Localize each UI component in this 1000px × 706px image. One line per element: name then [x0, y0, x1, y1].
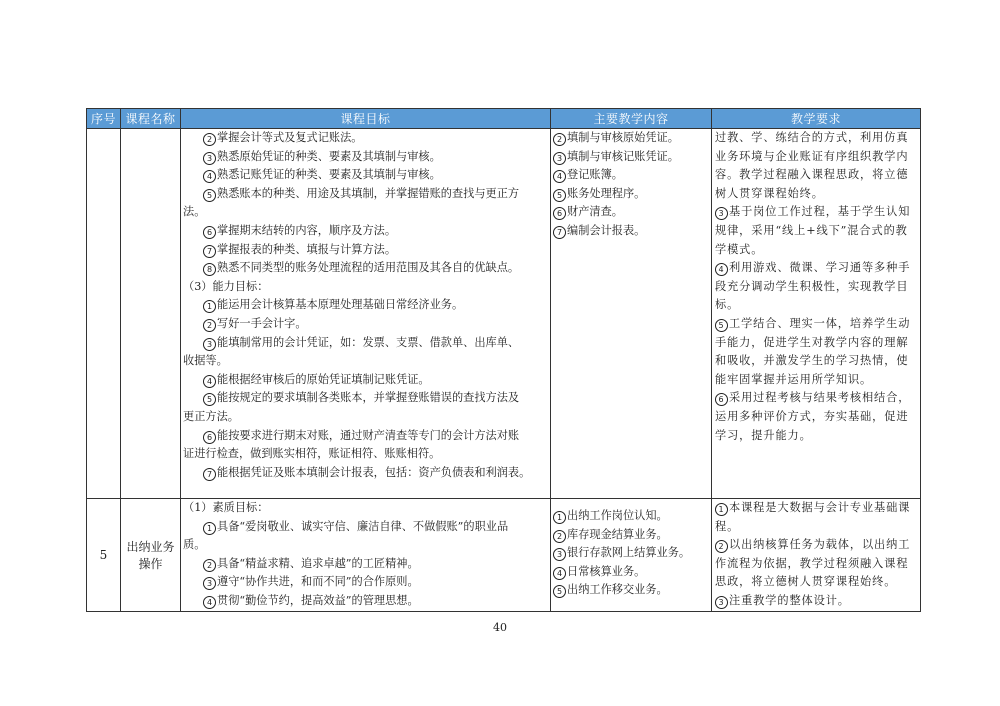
list-item-text: 利用游戏、微课、学习通等多种手: [729, 261, 911, 275]
list-number-marker: 7: [553, 226, 566, 239]
list-number-marker: 5: [553, 585, 566, 598]
section-heading: （1）素质目标：: [183, 501, 269, 514]
list-number-marker: 8: [203, 263, 216, 276]
list-number-marker: 7: [203, 468, 216, 481]
list-number-marker: 3: [553, 548, 566, 561]
list-item-text: 财产清查。: [567, 205, 623, 219]
list-item-text: 出纳工作岗位认知。: [567, 509, 668, 522]
list-number-marker: 5: [553, 189, 566, 202]
text-line: [712, 499, 920, 518]
content-list: [551, 507, 711, 600]
list-item-text: 具备“精益求精、追求卓越”的工匠精神。: [217, 556, 419, 570]
list-number-marker: 4: [203, 170, 216, 183]
text-line: [181, 427, 550, 446]
continuation-line: 思政，将立德树人贯穿课程始终。: [715, 575, 897, 589]
list-item-text: 能运用会计核算基本原理处理基础日常经济业务。: [217, 298, 464, 312]
list-item-text: 注重教学的整体设计。: [729, 593, 850, 607]
text-line: [181, 148, 550, 167]
continuation-line: 证进行检查，做到账实相符，账证相符、账账相符。: [183, 447, 441, 461]
list-item-text: 本课程是大数据与会计专业基础课: [729, 501, 911, 514]
page-number: 40: [493, 621, 507, 634]
text-line: [181, 464, 550, 483]
goals-list: [181, 129, 550, 482]
list-item-text: 掌握会计等式及复式记账法。: [217, 131, 363, 144]
text-line: [181, 555, 550, 574]
list-number-marker: 5: [203, 393, 216, 406]
list-number-marker: 1: [553, 511, 566, 524]
goals-list: [181, 499, 550, 611]
continuation-line: 学模式。: [715, 242, 764, 256]
course-name-line: 出纳业务: [126, 539, 175, 554]
list-number-marker: 3: [203, 152, 216, 165]
list-item-text: 以出纳核算任务为载体，以出纳工: [729, 538, 911, 552]
list-item-text: 登记账簿。: [567, 168, 623, 182]
list-number-marker: 5: [715, 319, 728, 332]
text-line: [551, 222, 711, 241]
table-header-row: [87, 109, 921, 129]
continuation-line: 业务环境与企业账证有序组织教学内: [715, 149, 909, 163]
goals-cell: [181, 129, 551, 499]
list-item-text: 熟悉记账凭证的种类、要素及其填制与审核。: [217, 168, 441, 182]
content-cell: [551, 499, 712, 612]
list-number-marker: 4: [553, 170, 566, 183]
list-item-text: 日常核算业务。: [567, 564, 646, 578]
text-line: [181, 389, 550, 408]
list-item-text: 能填制常用的会计凭证，如：发票、支票、借款单、出库单、: [217, 335, 520, 349]
course-table: [86, 108, 921, 612]
list-number-marker: 5: [203, 189, 216, 202]
requirements-list: [712, 129, 920, 445]
list-item-text: 银行存款网上结算业务。: [567, 546, 691, 560]
list-number-marker: 4: [553, 567, 566, 580]
list-number-marker: 3: [203, 338, 216, 351]
table-row: [87, 129, 921, 499]
text-line: [551, 148, 711, 167]
content-cell: [551, 129, 712, 499]
header-course-name: 课程名称: [121, 109, 181, 129]
text-line: [181, 129, 550, 148]
continuation-line: 作流程为依据，教学过程须融入课程: [715, 556, 909, 570]
list-item-text: 能按规定的要求填制各类账本，并掌握登账错误的查找方法及: [217, 391, 520, 405]
text-line: [712, 592, 920, 611]
list-item-text: 基于岗位工作过程，基于学生认知: [729, 205, 911, 219]
text-line: [181, 334, 550, 353]
continuation-line: 段充分调动学生积极性，实现教学目: [715, 279, 909, 293]
continuation-line: 质。: [183, 538, 206, 552]
text-line: [181, 166, 550, 185]
list-number-marker: 3: [715, 596, 728, 609]
text-line: [712, 389, 920, 408]
text-line: [181, 371, 550, 390]
continuation-line: 过教、学、练结合的方式，利用仿真: [715, 131, 909, 144]
continuation-line: 树人贯穿课程始终。: [715, 186, 824, 200]
list-number-marker: 1: [203, 522, 216, 535]
continuation-line: 规律，采用“线上+线下”混合式的教: [715, 223, 908, 237]
list-item-text: 写好一手会计字。: [217, 316, 307, 330]
text-line: [181, 222, 550, 241]
text-line: [551, 129, 711, 148]
list-item-text: 遵守“协作共进，和而不同”的合作原则。: [217, 575, 419, 589]
text-line: [181, 259, 550, 278]
list-number-marker: 3: [553, 152, 566, 165]
list-number-marker: 2: [203, 559, 216, 572]
header-teaching-content: 主要教学内容: [551, 109, 712, 129]
text-line: [712, 315, 920, 334]
list-number-marker: 1: [203, 300, 216, 313]
list-number-marker: 6: [553, 207, 566, 220]
continuation-line: 标。: [715, 298, 740, 312]
text-line: [712, 536, 920, 555]
list-item-text: 具备“爱岗敬业、诚实守信、廉洁自律、不做假账”的职业品: [217, 519, 509, 533]
list-number-marker: 2: [203, 319, 216, 332]
continuation-line: 学习，提升能力。: [715, 428, 812, 442]
list-item-text: 掌握期末结转的内容，顺序及方法。: [217, 223, 397, 237]
requirements-cell: [712, 129, 921, 499]
header-serial: 序号: [87, 109, 121, 129]
list-item-text: 填制与审核记账凭证。: [567, 149, 679, 163]
list-item-text: 贯彻“勤俭节约，提高效益”的管理思想。: [217, 593, 419, 607]
list-number-marker: 3: [203, 577, 216, 590]
list-number-marker: 4: [715, 263, 728, 276]
text-line: [551, 203, 711, 222]
serial-cell: 5: [87, 499, 121, 612]
continuation-line: 和吸收，并激发学生的学习热情，使: [715, 354, 909, 368]
continuation-line: 运用多种评价方式，夯实基础，促进: [715, 409, 909, 423]
serial-cell: [87, 129, 121, 499]
requirements-cell: [712, 499, 921, 612]
text-line: [551, 166, 711, 185]
list-item-text: 填制与审核原始凭证。: [567, 131, 679, 144]
list-number-marker: 4: [203, 596, 216, 609]
list-number-marker: 3: [715, 207, 728, 220]
text-line: [551, 563, 711, 582]
header-course-goals: 课程目标: [181, 109, 551, 129]
text-line: [181, 573, 550, 592]
section-heading: （3）能力目标：: [183, 279, 269, 293]
list-number-marker: 6: [203, 431, 216, 444]
list-number-marker: 2: [553, 530, 566, 543]
continuation-line: 程。: [715, 519, 740, 533]
continuation-line: 容。教学过程融入课程思政，将立德: [715, 168, 909, 182]
list-item-text: 出纳工作移交业务。: [567, 583, 668, 597]
course-name-cell: [121, 499, 181, 612]
text-line: [181, 518, 550, 537]
continuation-line: 更正方法。: [183, 409, 239, 423]
list-number-marker: 6: [203, 226, 216, 239]
course-name-cell: [121, 129, 181, 499]
requirements-list: [712, 499, 920, 611]
list-item-text: 采用过程考核与结果考核相结合，: [729, 391, 911, 405]
list-item-text: 熟悉原始凭证的种类、要素及其填制与审核。: [217, 149, 441, 163]
list-item-text: 账务处理程序。: [567, 186, 646, 200]
text-line: [181, 296, 550, 315]
list-item-text: 编制会计报表。: [567, 223, 646, 237]
text-line: [551, 185, 711, 204]
list-number-marker: 4: [203, 375, 216, 388]
text-line: [181, 315, 550, 334]
list-number-marker: 2: [553, 133, 566, 146]
list-item-text: 能根据经审核后的原始凭证填制记账凭证。: [217, 372, 430, 386]
list-number-marker: 1: [715, 503, 728, 516]
continuation-line: 收据等。: [183, 354, 228, 368]
text-line: [551, 544, 711, 563]
list-number-marker: 6: [715, 393, 728, 406]
table-row: [87, 499, 921, 612]
list-item-text: 熟悉账本的种类、用途及其填制，并掌握错账的查找与更正方: [217, 186, 520, 200]
text-line: [551, 507, 711, 526]
list-item-text: 能按要求进行期末对账，通过财产清查等专门的会计方法对账: [217, 428, 520, 442]
list-item-text: 熟悉不同类型的账务处理流程的适用范围及其各自的优缺点。: [217, 261, 520, 275]
content-list: [551, 129, 711, 241]
list-number-marker: 2: [203, 133, 216, 146]
list-number-marker: 2: [715, 540, 728, 553]
text-line: [181, 241, 550, 260]
list-item-text: 工学结合、理实一体，培养学生动: [729, 316, 911, 330]
list-item-text: 掌握报表的种类、填报与计算方法。: [217, 242, 397, 256]
text-line: [712, 203, 920, 222]
list-item-text: 能根据凭证及账本填制会计报表，包括：资产负债表和利润表。: [217, 465, 531, 479]
text-line: [712, 259, 920, 278]
continuation-line: 法。: [183, 205, 206, 219]
text-line: [181, 185, 550, 204]
continuation-line: 能牢固掌握并运用所学知识。: [715, 372, 873, 386]
text-line: [551, 581, 711, 600]
text-line: [181, 592, 550, 611]
goals-cell: [181, 499, 551, 612]
course-name-line: 操作: [138, 556, 163, 571]
continuation-line: 手能力，促进学生对教学内容的理解: [715, 335, 909, 349]
text-line: [551, 526, 711, 545]
list-number-marker: 7: [203, 245, 216, 258]
header-teaching-requirements: 教学要求: [712, 109, 921, 129]
list-item-text: 库存现金结算业务。: [567, 527, 668, 541]
